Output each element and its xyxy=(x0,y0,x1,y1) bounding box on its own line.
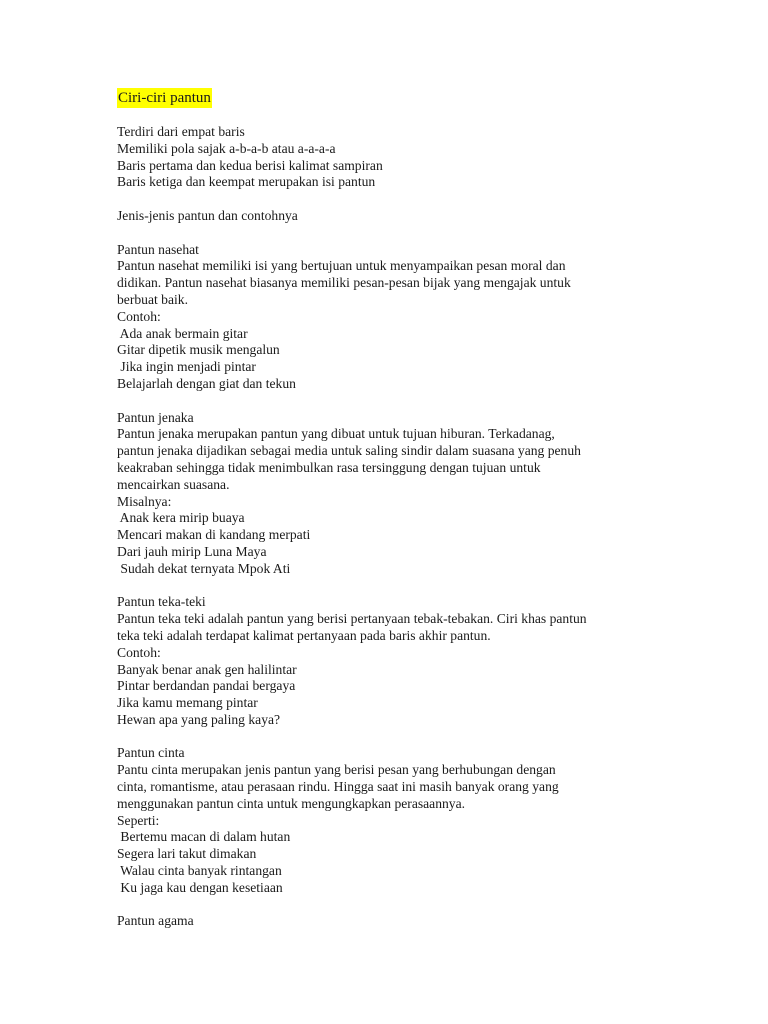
ciri-list xyxy=(117,124,637,191)
pantun-line: Mencari makan di kandang merpati xyxy=(117,527,311,543)
section-heading: Pantun nasehat xyxy=(117,241,199,257)
spacer xyxy=(117,393,637,410)
pantun-line: Bertemu macan di dalam hutan xyxy=(117,829,291,845)
section-desc-line: teka teki adalah terdapat kalimat pertanyaan pada baris akhir pantun. xyxy=(117,627,491,643)
section-desc-line: pantun jenaka dijadikan sebagai media untuk saling sindir dalam suasana yang penuh xyxy=(117,443,581,459)
pantun-line: Jika ingin menjadi pintar xyxy=(117,359,256,375)
pantun-line: Jika kamu memang pintar xyxy=(117,695,258,711)
section-heading: Pantun jenaka xyxy=(117,409,194,425)
example-label: Contoh: xyxy=(117,308,161,324)
section-desc-line: mencairkan suasana. xyxy=(117,476,230,492)
section-desc-line: Pantu cinta merupakan jenis pantun yang berisi pesan yang berhubungan dengan xyxy=(117,762,556,778)
pantun-line: Dari jauh mirip Luna Maya xyxy=(117,543,267,559)
section-heading: Pantun agama xyxy=(117,913,194,929)
section-desc-line: Pantun teka teki adalah pantun yang berisi pertanyaan tebak-tebakan. Ciri khas pantun xyxy=(117,611,587,627)
section-desc-line: Pantun jenaka merupakan pantun yang dibuat untuk tujuan hiburan. Terkadanag, xyxy=(117,426,555,442)
pantun-line: Anak kera mirip buaya xyxy=(117,510,245,526)
example-label: Seperti: xyxy=(117,812,160,828)
section-desc-line: menggunakan pantun cinta untuk mengungkapkan perasaannya. xyxy=(117,795,466,811)
pantun-line: Sudah dekat ternyata Mpok Ati xyxy=(117,560,291,576)
spacer xyxy=(117,578,637,595)
section-cinta xyxy=(117,745,637,896)
pantun-line: Gitar dipetik musik mengalun xyxy=(117,342,280,358)
example-label: Contoh: xyxy=(117,644,161,660)
pantun-line: Pintar berdandan pandai bergaya xyxy=(117,678,296,694)
section-desc-line: Pantun nasehat memiliki isi yang bertujuan untuk menyampaikan pesan moral dan xyxy=(117,258,566,274)
spacer xyxy=(117,225,637,242)
ciri-item: Baris ketiga dan keempat merupakan isi pantun xyxy=(117,174,376,190)
pantun-line: Ada anak bermain gitar xyxy=(117,325,248,341)
section-heading: Pantun teka-teki xyxy=(117,594,206,610)
pantun-line: Ku jaga kau dengan kesetiaan xyxy=(117,879,283,895)
document-page xyxy=(117,88,637,930)
pantun-line: Segera lari takut dimakan xyxy=(117,846,257,862)
section-tekateki xyxy=(117,594,637,728)
section-desc-line: cinta, romantisme, atau perasaan rindu. Hingga saat ini masih banyak orang yang xyxy=(117,779,559,795)
section-jenaka xyxy=(117,410,637,578)
spacer xyxy=(117,191,637,208)
section-heading: Pantun cinta xyxy=(117,745,185,761)
spacer xyxy=(117,729,637,746)
section-desc-line: berbuat baik. xyxy=(117,291,188,307)
spacer xyxy=(117,897,637,914)
page-title: Ciri-ciri pantun xyxy=(118,90,211,106)
ciri-item: Terdiri dari empat baris xyxy=(117,124,245,139)
section-desc-line: keakraban sehingga tidak menimbulkan rasa tersinggung dengan tujuan untuk xyxy=(117,459,541,475)
pantun-line: Banyak benar anak gen halilintar xyxy=(117,661,297,677)
pantun-line: Hewan apa yang paling kaya? xyxy=(117,711,281,727)
jenis-heading: Jenis-jenis pantun dan contohnya xyxy=(117,207,298,223)
section-desc-line: didikan. Pantun nasehat biasanya memiliki pesan-pesan bijak yang mengajak untuk xyxy=(117,275,571,291)
ciri-item: Memiliki pola sajak a-b-a-b atau a-a-a-a xyxy=(117,140,336,156)
section-nasehat xyxy=(117,242,637,393)
example-label: Misalnya: xyxy=(117,493,172,509)
section-agama xyxy=(117,913,637,930)
ciri-item: Baris pertama dan kedua berisi kalimat sampiran xyxy=(117,157,383,173)
pantun-line: Belajarlah dengan giat dan tekun xyxy=(117,375,296,391)
pantun-line: Walau cinta banyak rintangan xyxy=(117,863,282,879)
